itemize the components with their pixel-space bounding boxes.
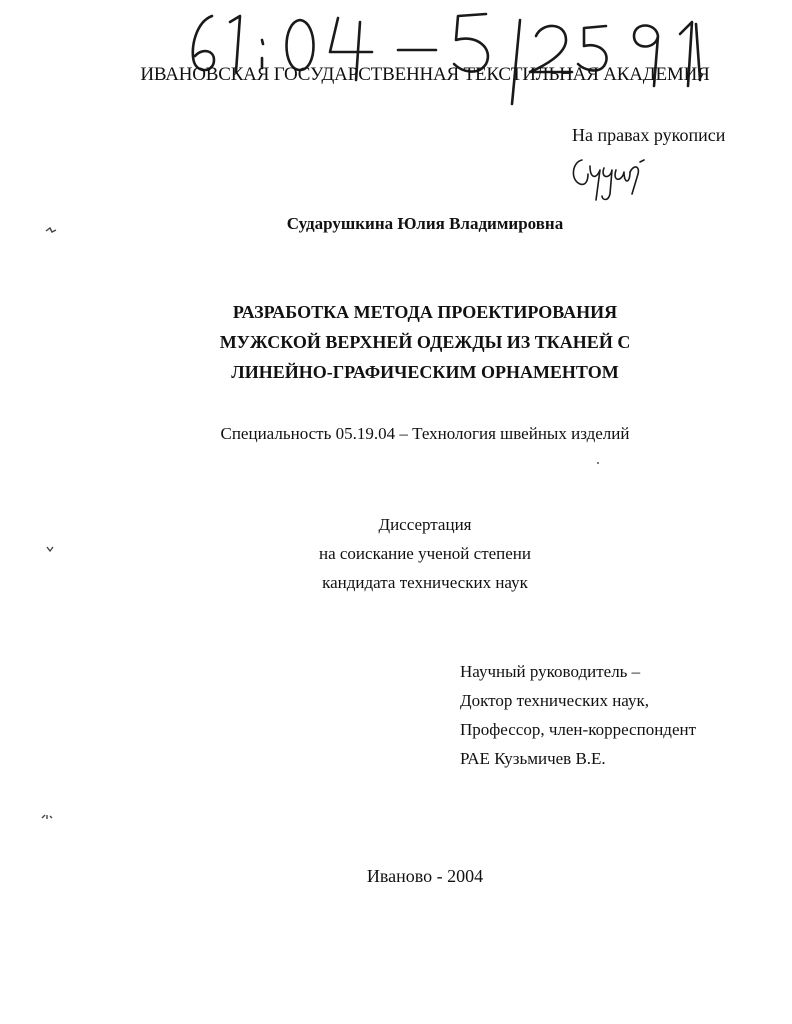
- degree-line: на соискание ученой степени: [318, 544, 532, 563]
- degree-line: Диссертация: [378, 515, 472, 534]
- author-signature: [560, 150, 650, 210]
- supervisor-line: Научный руководитель –: [460, 662, 641, 681]
- supervisor-line: РАЕ Кузьмичев В.Е.: [460, 749, 606, 768]
- specialty-line: Специальность 05.19.04 – Технология швейных изделий: [220, 424, 630, 443]
- title-line: ЛИНЕЙНО-ГРАФИЧЕСКИМ ОРНАМЕНТОМ: [231, 362, 619, 382]
- dissertation-title: [0, 297, 792, 387]
- supervisor-line: Доктор технических наук,: [460, 691, 649, 710]
- scan-speck: [40, 812, 54, 822]
- degree-statement: [0, 510, 792, 597]
- degree-line: кандидата технических наук: [322, 573, 528, 592]
- city-and-year: Иваново - 2004: [366, 866, 484, 886]
- title-line: РАЗРАБОТКА МЕТОДА ПРОЕКТИРОВАНИЯ: [232, 302, 618, 322]
- institution-name: ИВАНОВСКАЯ ГОСУДАРСТВЕННАЯ ТЕКСТИЛЬНАЯ АКАДЕМИЯ: [140, 64, 710, 85]
- scan-speck: [44, 544, 58, 554]
- supervisor-line: Профессор, член-корреспондент: [460, 720, 697, 739]
- author-name: Сударушкина Юлия Владимировна: [286, 214, 564, 233]
- scientific-supervisor: [460, 657, 696, 773]
- scan-speck: [44, 226, 58, 236]
- manuscript-rights-note: На правах рукописи: [572, 125, 726, 145]
- scan-dot: [597, 462, 599, 464]
- title-line: МУЖСКОЙ ВЕРХНЕЙ ОДЕЖДЫ ИЗ ТКАНЕЙ С: [219, 332, 631, 352]
